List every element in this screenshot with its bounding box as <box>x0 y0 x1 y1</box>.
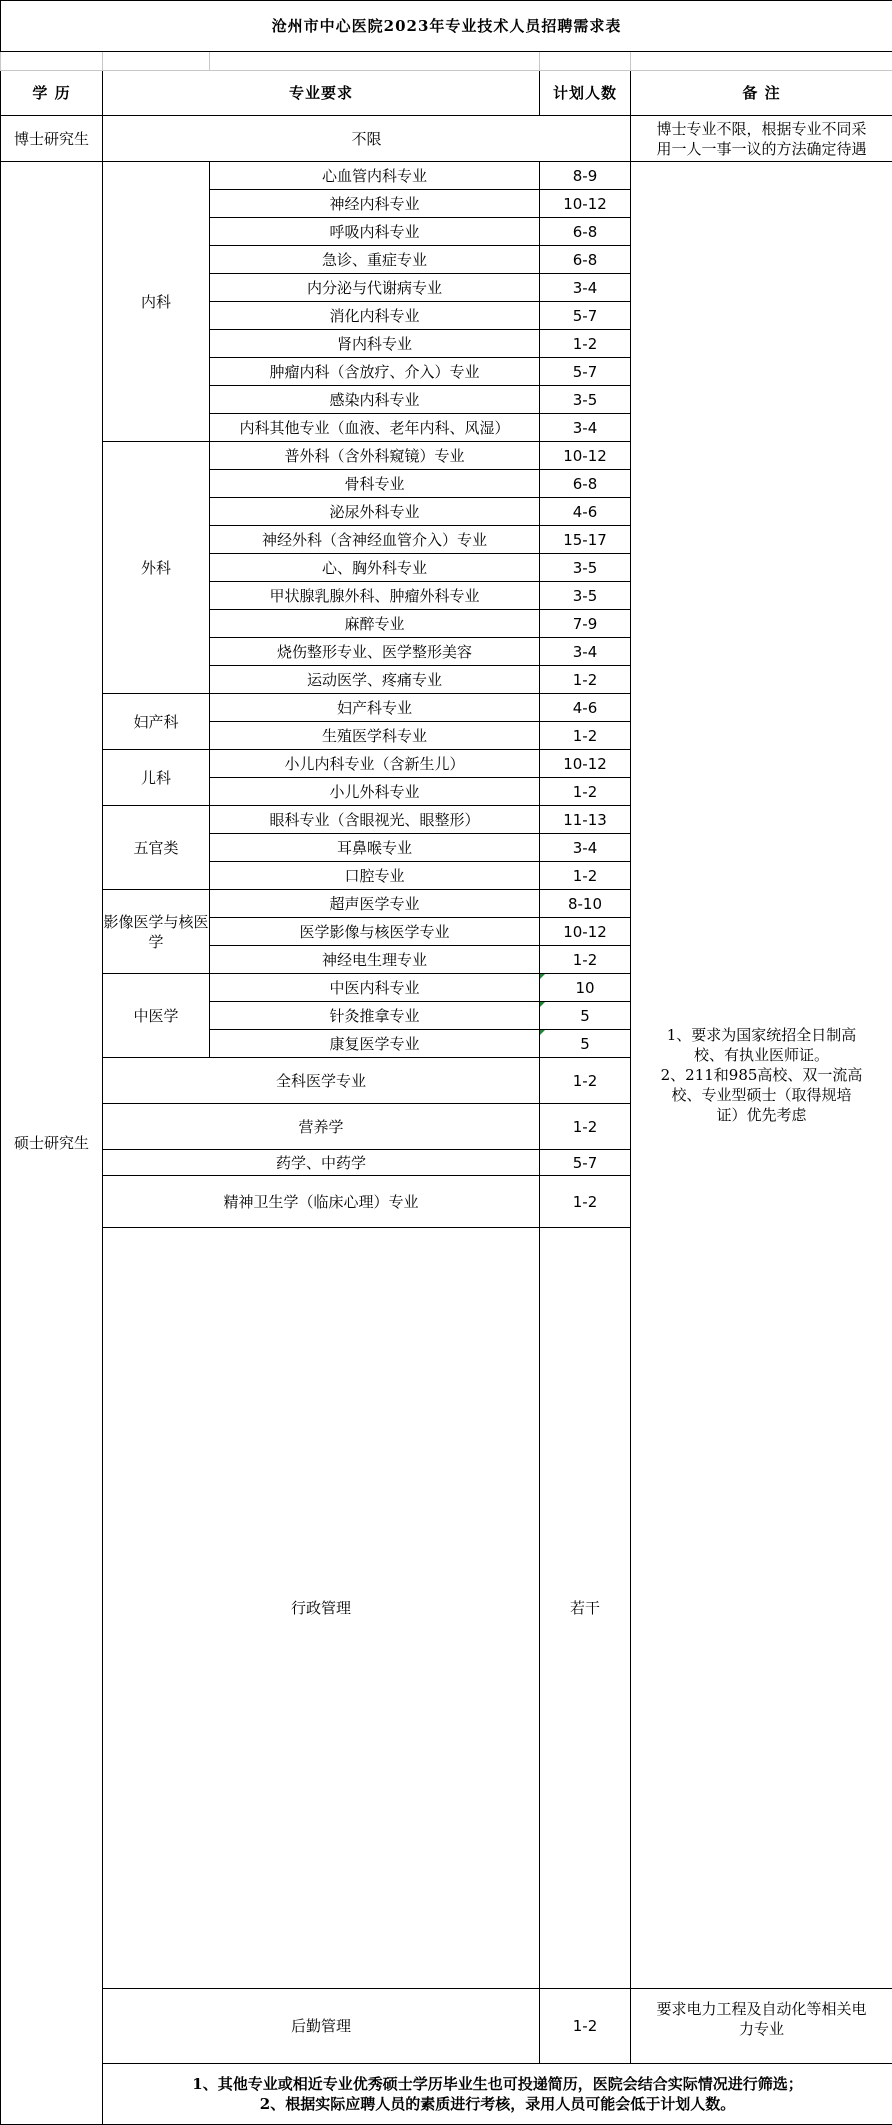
count-cell: 1-2 <box>540 1104 631 1150</box>
count-cell: 10-12 <box>540 190 631 218</box>
count-cell: 1-2 <box>540 778 631 806</box>
major-cell: 全科医学专业 <box>103 1058 540 1104</box>
doctoral-remark-line: 用一人一事一议的方法确定待遇 <box>631 139 892 159</box>
count-cell: 6-8 <box>540 246 631 274</box>
count-cell: 7-9 <box>540 610 631 638</box>
major-cell: 内科其他专业（血液、老年内科、风湿） <box>210 414 540 442</box>
major-cell: 针灸推拿专业 <box>210 1002 540 1030</box>
count-cell: 3-5 <box>540 554 631 582</box>
table-row <box>1 162 892 190</box>
footer-note-line: 2、根据实际应聘人员的素质进行考核，录用人员可能会低于计划人数。 <box>103 2094 892 2114</box>
header-count: 计划人数 <box>540 71 631 116</box>
count-cell: 15-17 <box>540 526 631 554</box>
major-cell: 后勤管理 <box>103 1989 540 2064</box>
doctoral-remark-line: 博士专业不限，根据专业不同采 <box>631 119 892 139</box>
major-cell: 营养学 <box>103 1104 540 1150</box>
major-cell: 泌尿外科专业 <box>210 498 540 526</box>
major-cell: 耳鼻喉专业 <box>210 834 540 862</box>
major-cell: 感染内科专业 <box>210 386 540 414</box>
major-cell: 肿瘤内科（含放疗、介入）专业 <box>210 358 540 386</box>
doctoral-education: 博士研究生 <box>1 116 103 162</box>
major-cell: 普外科（含外科窥镜）专业 <box>210 442 540 470</box>
count-cell: 6-8 <box>540 218 631 246</box>
major-cell: 妇产科专业 <box>210 694 540 722</box>
category-cell: 儿科 <box>103 750 210 806</box>
header-education: 学 历 <box>1 71 103 116</box>
major-cell: 生殖医学科专业 <box>210 722 540 750</box>
count-cell: 5-7 <box>540 302 631 330</box>
count-cell: 1-2 <box>540 1176 631 1228</box>
major-cell: 心、胸外科专业 <box>210 554 540 582</box>
count-cell: 1-2 <box>540 1058 631 1104</box>
footer-note-line: 1、其他专业或相近专业优秀硕士学历毕业生也可投递简历，医院会结合实际情况进行筛选； <box>103 2074 892 2094</box>
count-cell: 3-5 <box>540 386 631 414</box>
page-title: 沧州市中心医院2023年专业技术人员招聘需求表 <box>1 1 892 52</box>
doctoral-remark <box>631 116 892 162</box>
count-cell: 5-7 <box>540 1150 631 1176</box>
count-cell: 11-13 <box>540 806 631 834</box>
count-cell: 8-10 <box>540 890 631 918</box>
count-cell: 3-4 <box>540 834 631 862</box>
count-cell: 3-4 <box>540 274 631 302</box>
major-cell: 行政管理 <box>103 1228 540 1989</box>
category-cell: 外科 <box>103 442 210 694</box>
count-cell: 若干 <box>540 1228 631 1989</box>
master-remark-line: 证）优先考虑 <box>631 1105 892 1125</box>
count-cell: 10-12 <box>540 750 631 778</box>
major-cell: 超声医学专业 <box>210 890 540 918</box>
count-cell: 10-12 <box>540 918 631 946</box>
footer-row <box>1 2064 892 2125</box>
count-cell: 3-4 <box>540 414 631 442</box>
count-cell: 1-2 <box>540 1989 631 2064</box>
count-cell: 8-9 <box>540 162 631 190</box>
major-cell: 烧伤整形专业、医学整形美容 <box>210 638 540 666</box>
major-cell: 肾内科专业 <box>210 330 540 358</box>
major-cell: 心血管内科专业 <box>210 162 540 190</box>
major-cell: 眼科专业（含眼视光、眼整形） <box>210 806 540 834</box>
major-cell: 神经电生理专业 <box>210 946 540 974</box>
master-remark-line: 1、要求为国家统招全日制高 <box>631 1025 892 1045</box>
major-cell: 麻醉专业 <box>210 610 540 638</box>
major-cell: 医学影像与核医学专业 <box>210 918 540 946</box>
count-cell: 3-4 <box>540 638 631 666</box>
count-cell: 3-5 <box>540 582 631 610</box>
count-cell: 6-8 <box>540 470 631 498</box>
header-remark: 备 注 <box>631 71 892 116</box>
count-cell: 5 <box>540 1030 631 1058</box>
category-cell: 影像医学与核医学 <box>103 890 210 974</box>
major-cell: 内分泌与代谢病专业 <box>210 274 540 302</box>
category-cell: 妇产科 <box>103 694 210 750</box>
master-remark <box>631 162 892 1989</box>
count-cell: 1-2 <box>540 862 631 890</box>
count-cell: 4-6 <box>540 694 631 722</box>
count-cell: 1-2 <box>540 330 631 358</box>
count-cell: 1-2 <box>540 946 631 974</box>
major-cell: 运动医学、疼痛专业 <box>210 666 540 694</box>
header-row <box>1 71 892 116</box>
master-remark-line: 校、有执业医师证。 <box>631 1045 892 1065</box>
count-cell: 5-7 <box>540 358 631 386</box>
doctoral-row <box>1 116 892 162</box>
major-cell: 康复医学专业 <box>210 1030 540 1058</box>
count-cell: 4-6 <box>540 498 631 526</box>
table-row <box>1 1989 892 2064</box>
category-cell: 内科 <box>103 162 210 442</box>
spacer-row <box>1 52 892 71</box>
count-cell: 1-2 <box>540 722 631 750</box>
master-remark-line: 校、专业型硕士（取得规培 <box>631 1085 892 1105</box>
footer-notes <box>103 2064 892 2125</box>
header-major: 专业要求 <box>103 71 540 116</box>
major-cell: 急诊、重症专业 <box>210 246 540 274</box>
count-cell: 10 <box>540 974 631 1002</box>
category-cell: 中医学 <box>103 974 210 1058</box>
master-remark-line: 2、211和985高校、双一流高 <box>631 1065 892 1085</box>
major-cell: 小儿内科专业（含新生儿） <box>210 750 540 778</box>
major-cell: 神经外科（含神经血管介入）专业 <box>210 526 540 554</box>
major-cell: 神经内科专业 <box>210 190 540 218</box>
major-cell: 中医内科专业 <box>210 974 540 1002</box>
logistics-remark-line: 力专业 <box>631 2019 892 2039</box>
count-cell: 5 <box>540 1002 631 1030</box>
master-education: 硕士研究生 <box>1 162 103 2125</box>
major-cell: 药学、中药学 <box>103 1150 540 1176</box>
major-cell: 呼吸内科专业 <box>210 218 540 246</box>
major-cell: 小儿外科专业 <box>210 778 540 806</box>
category-cell: 五官类 <box>103 806 210 890</box>
logistics-remark <box>631 1989 892 2064</box>
major-cell: 骨科专业 <box>210 470 540 498</box>
major-cell: 甲状腺乳腺外科、肿瘤外科专业 <box>210 582 540 610</box>
logistics-remark-line: 要求电力工程及自动化等相关电 <box>631 1999 892 2019</box>
count-cell: 10-12 <box>540 442 631 470</box>
major-cell: 口腔专业 <box>210 862 540 890</box>
major-cell: 精神卫生学（临床心理）专业 <box>103 1176 540 1228</box>
count-cell: 1-2 <box>540 666 631 694</box>
doctoral-major: 不限 <box>103 116 631 162</box>
major-cell: 消化内科专业 <box>210 302 540 330</box>
